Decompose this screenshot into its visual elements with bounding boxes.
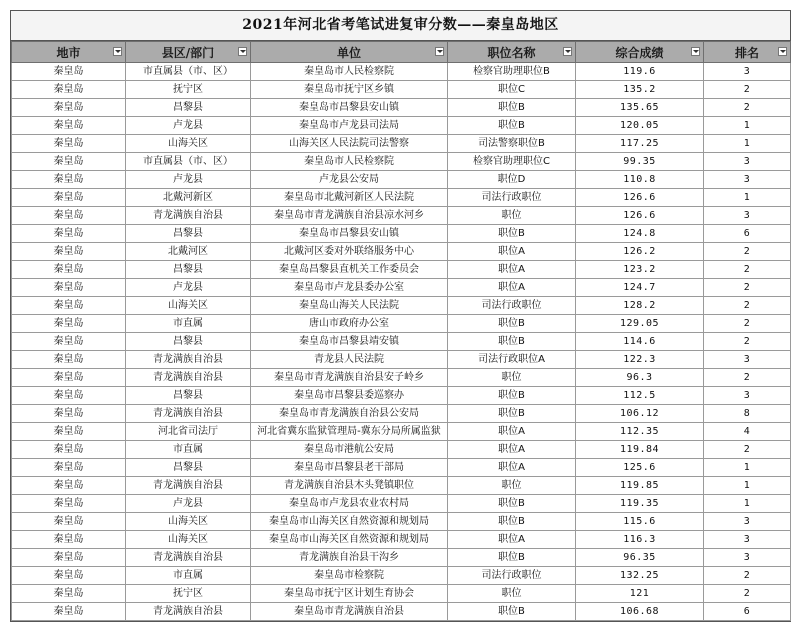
cell-district[interactable]: 市直属县（市、区） — [126, 63, 251, 81]
cell-score[interactable]: 106.68 — [576, 603, 704, 621]
cell-district[interactable]: 青龙满族自治县 — [126, 207, 251, 225]
cell-position[interactable]: 职位A — [448, 531, 576, 549]
cell-unit[interactable]: 秦皇岛市抚宁区乡镇 — [251, 81, 448, 99]
table-row — [12, 585, 791, 603]
cell-score[interactable]: 116.3 — [576, 531, 704, 549]
sheet-title: 2021年河北省考笔试进复审分数——秦皇岛地区 — [11, 11, 790, 41]
cell-district[interactable]: 山海关区 — [126, 135, 251, 153]
cell-rank[interactable]: 2 — [704, 261, 791, 279]
cell-unit[interactable]: 秦皇岛市北戴河新区人民法院 — [251, 189, 448, 207]
cell-city[interactable]: 秦皇岛 — [12, 549, 126, 567]
cell-position[interactable]: 职位C — [448, 81, 576, 99]
cell-district[interactable]: 青龙满族自治县 — [126, 549, 251, 567]
cell-position[interactable]: 职位A — [448, 459, 576, 477]
table-row — [12, 387, 791, 405]
cell-unit[interactable]: 秦皇岛市山海关区自然资源和规划局 — [251, 513, 448, 531]
spreadsheet — [10, 10, 791, 622]
cell-city[interactable]: 秦皇岛 — [12, 477, 126, 495]
cell-district[interactable]: 卢龙县 — [126, 279, 251, 297]
cell-unit[interactable]: 秦皇岛市港航公安局 — [251, 441, 448, 459]
table-row — [12, 423, 791, 441]
cell-rank[interactable]: 2 — [704, 279, 791, 297]
cell-unit[interactable]: 秦皇岛市昌黎县老干部局 — [251, 459, 448, 477]
cell-score[interactable]: 126.6 — [576, 207, 704, 225]
cell-unit[interactable]: 青龙满族自治县干沟乡 — [251, 549, 448, 567]
table-row — [12, 513, 791, 531]
cell-score[interactable]: 112.35 — [576, 423, 704, 441]
cell-unit[interactable]: 秦皇岛市青龙满族自治县凉水河乡 — [251, 207, 448, 225]
cell-city[interactable]: 秦皇岛 — [12, 135, 126, 153]
cell-position[interactable]: 职位B — [448, 405, 576, 423]
cell-score[interactable]: 124.8 — [576, 225, 704, 243]
cell-unit[interactable]: 秦皇岛市青龙满族自治县 — [251, 603, 448, 621]
cell-city[interactable]: 秦皇岛 — [12, 117, 126, 135]
cell-district[interactable]: 抚宁区 — [126, 585, 251, 603]
cell-position[interactable]: 司法行政职位 — [448, 567, 576, 585]
cell-district[interactable]: 昌黎县 — [126, 459, 251, 477]
cell-rank[interactable]: 2 — [704, 369, 791, 387]
cell-city[interactable]: 秦皇岛 — [12, 171, 126, 189]
cell-district[interactable]: 卢龙县 — [126, 171, 251, 189]
cell-unit[interactable]: 唐山市政府办公室 — [251, 315, 448, 333]
cell-city[interactable]: 秦皇岛 — [12, 369, 126, 387]
cell-city[interactable]: 秦皇岛 — [12, 459, 126, 477]
table-row — [12, 135, 791, 153]
cell-score[interactable]: 129.05 — [576, 315, 704, 333]
cell-rank[interactable]: 6 — [704, 225, 791, 243]
cell-rank[interactable]: 3 — [704, 549, 791, 567]
cell-unit[interactable]: 秦皇岛市卢龙县农业农村局 — [251, 495, 448, 513]
cell-unit[interactable]: 北戴河区委对外联络服务中心 — [251, 243, 448, 261]
cell-rank[interactable]: 2 — [704, 81, 791, 99]
cell-district[interactable]: 河北省司法厅 — [126, 423, 251, 441]
cell-district[interactable]: 青龙满族自治县 — [126, 603, 251, 621]
table-row — [12, 567, 791, 585]
cell-score[interactable]: 119.84 — [576, 441, 704, 459]
column-header-score[interactable]: 综合成绩 — [576, 42, 704, 63]
score-table — [11, 41, 791, 621]
cell-city[interactable]: 秦皇岛 — [12, 315, 126, 333]
cell-rank[interactable]: 1 — [704, 459, 791, 477]
cell-city[interactable]: 秦皇岛 — [12, 189, 126, 207]
cell-score[interactable]: 96.35 — [576, 549, 704, 567]
cell-score[interactable]: 135.2 — [576, 81, 704, 99]
cell-district[interactable]: 抚宁区 — [126, 81, 251, 99]
cell-position[interactable]: 职位B — [448, 387, 576, 405]
filter-dropdown-icon[interactable] — [691, 47, 700, 56]
cell-district[interactable]: 昌黎县 — [126, 333, 251, 351]
cell-score[interactable]: 124.7 — [576, 279, 704, 297]
cell-score[interactable]: 126.6 — [576, 189, 704, 207]
cell-unit[interactable]: 秦皇岛市山海关区自然资源和规划局 — [251, 531, 448, 549]
cell-unit[interactable]: 青龙县人民法院 — [251, 351, 448, 369]
filter-dropdown-icon[interactable] — [563, 47, 572, 56]
column-header-district[interactable]: 县区/部门 — [126, 42, 251, 63]
cell-rank[interactable]: 1 — [704, 135, 791, 153]
cell-city[interactable]: 秦皇岛 — [12, 99, 126, 117]
cell-district[interactable]: 市直属 — [126, 441, 251, 459]
cell-district[interactable]: 市直属县（市、区） — [126, 153, 251, 171]
cell-position[interactable]: 职位 — [448, 369, 576, 387]
table-row — [12, 351, 791, 369]
table-row — [12, 171, 791, 189]
cell-city[interactable]: 秦皇岛 — [12, 333, 126, 351]
cell-score[interactable]: 119.35 — [576, 495, 704, 513]
cell-district[interactable]: 昌黎县 — [126, 225, 251, 243]
table-row — [12, 297, 791, 315]
column-header-unit[interactable]: 单位 — [251, 42, 448, 63]
cell-unit[interactable]: 秦皇岛市昌黎县靖安镇 — [251, 333, 448, 351]
table-row — [12, 63, 791, 81]
cell-city[interactable]: 秦皇岛 — [12, 81, 126, 99]
table-row — [12, 243, 791, 261]
cell-district[interactable]: 市直属 — [126, 567, 251, 585]
cell-position[interactable]: 职位B — [448, 225, 576, 243]
cell-unit[interactable]: 河北省冀东监狱管理局-冀东分局所属监狱 — [251, 423, 448, 441]
cell-unit[interactable]: 秦皇岛市昌黎县安山镇 — [251, 99, 448, 117]
table-row — [12, 459, 791, 477]
cell-unit[interactable]: 秦皇岛市昌黎县安山镇 — [251, 225, 448, 243]
cell-unit[interactable]: 秦皇岛市检察院 — [251, 567, 448, 585]
cell-position[interactable]: 司法行政职位 — [448, 189, 576, 207]
table-row — [12, 405, 791, 423]
cell-city[interactable]: 秦皇岛 — [12, 153, 126, 171]
cell-position[interactable]: 职位B — [448, 117, 576, 135]
cell-city[interactable]: 秦皇岛 — [12, 351, 126, 369]
cell-rank[interactable]: 2 — [704, 297, 791, 315]
cell-position[interactable]: 职位B — [448, 549, 576, 567]
table-row — [12, 279, 791, 297]
cell-district[interactable]: 市直属 — [126, 315, 251, 333]
cell-score[interactable]: 120.05 — [576, 117, 704, 135]
cell-city[interactable]: 秦皇岛 — [12, 405, 126, 423]
cell-rank[interactable]: 3 — [704, 387, 791, 405]
cell-position[interactable]: 职位B — [448, 495, 576, 513]
cell-score[interactable]: 121 — [576, 585, 704, 603]
cell-unit[interactable]: 秦皇岛市卢龙县委办公室 — [251, 279, 448, 297]
table-row — [12, 261, 791, 279]
cell-unit[interactable]: 秦皇岛市人民检察院 — [251, 153, 448, 171]
cell-rank[interactable]: 3 — [704, 63, 791, 81]
cell-unit[interactable]: 秦皇岛市人民检察院 — [251, 63, 448, 81]
cell-city[interactable]: 秦皇岛 — [12, 297, 126, 315]
cell-unit[interactable]: 卢龙县公安局 — [251, 171, 448, 189]
column-header-position[interactable]: 职位名称 — [448, 42, 576, 63]
cell-score[interactable]: 122.3 — [576, 351, 704, 369]
cell-position[interactable]: 职位B — [448, 513, 576, 531]
cell-city[interactable]: 秦皇岛 — [12, 567, 126, 585]
cell-position[interactable]: 职位A — [448, 441, 576, 459]
cell-position[interactable]: 职位B — [448, 99, 576, 117]
cell-city[interactable]: 秦皇岛 — [12, 423, 126, 441]
cell-unit[interactable]: 青龙满族自治县木头凳镇职位 — [251, 477, 448, 495]
cell-position[interactable]: 司法行政职位A — [448, 351, 576, 369]
cell-unit[interactable]: 秦皇岛市青龙满族自治县安子岭乡 — [251, 369, 448, 387]
cell-position[interactable]: 司法警察职位B — [448, 135, 576, 153]
cell-score[interactable]: 99.35 — [576, 153, 704, 171]
cell-city[interactable]: 秦皇岛 — [12, 243, 126, 261]
cell-district[interactable]: 青龙满族自治县 — [126, 351, 251, 369]
filter-dropdown-icon[interactable] — [435, 47, 444, 56]
cell-score[interactable]: 114.6 — [576, 333, 704, 351]
table-row — [12, 189, 791, 207]
cell-rank[interactable]: 4 — [704, 423, 791, 441]
cell-unit[interactable]: 秦皇岛昌黎县直机关工作委员会 — [251, 261, 448, 279]
cell-rank[interactable]: 2 — [704, 315, 791, 333]
table-row — [12, 99, 791, 117]
table-row — [12, 153, 791, 171]
cell-city[interactable]: 秦皇岛 — [12, 441, 126, 459]
cell-rank[interactable]: 3 — [704, 207, 791, 225]
cell-position[interactable]: 司法行政职位 — [448, 297, 576, 315]
filter-dropdown-icon[interactable] — [113, 47, 122, 56]
cell-score[interactable]: 117.25 — [576, 135, 704, 153]
cell-rank[interactable]: 2 — [704, 243, 791, 261]
cell-city[interactable]: 秦皇岛 — [12, 495, 126, 513]
cell-city[interactable]: 秦皇岛 — [12, 207, 126, 225]
cell-rank[interactable]: 2 — [704, 333, 791, 351]
cell-city[interactable]: 秦皇岛 — [12, 63, 126, 81]
cell-score[interactable]: 96.3 — [576, 369, 704, 387]
cell-rank[interactable]: 1 — [704, 495, 791, 513]
cell-score[interactable]: 126.2 — [576, 243, 704, 261]
cell-score[interactable]: 119.6 — [576, 63, 704, 81]
table-row — [12, 549, 791, 567]
table-row — [12, 315, 791, 333]
cell-city[interactable]: 秦皇岛 — [12, 585, 126, 603]
cell-city[interactable]: 秦皇岛 — [12, 513, 126, 531]
cell-position[interactable]: 职位 — [448, 585, 576, 603]
cell-rank[interactable]: 3 — [704, 531, 791, 549]
cell-unit[interactable]: 秦皇岛山海关人民法院 — [251, 297, 448, 315]
cell-rank[interactable]: 3 — [704, 171, 791, 189]
cell-unit[interactable]: 秦皇岛市青龙满族自治县公安局 — [251, 405, 448, 423]
cell-score[interactable]: 119.85 — [576, 477, 704, 495]
cell-city[interactable]: 秦皇岛 — [12, 531, 126, 549]
cell-position[interactable]: 职位 — [448, 477, 576, 495]
cell-unit[interactable]: 秦皇岛市昌黎县委巡察办 — [251, 387, 448, 405]
cell-district[interactable]: 山海关区 — [126, 297, 251, 315]
cell-district[interactable]: 昌黎县 — [126, 99, 251, 117]
table-row — [12, 603, 791, 621]
cell-score[interactable]: 106.12 — [576, 405, 704, 423]
cell-rank[interactable]: 1 — [704, 117, 791, 135]
cell-district[interactable]: 卢龙县 — [126, 117, 251, 135]
cell-rank[interactable]: 2 — [704, 567, 791, 585]
cell-position[interactable]: 检察官助理职位C — [448, 153, 576, 171]
table-row — [12, 369, 791, 387]
filter-dropdown-icon[interactable] — [778, 47, 787, 56]
table-row — [12, 477, 791, 495]
cell-rank[interactable]: 2 — [704, 585, 791, 603]
cell-district[interactable]: 北戴河新区 — [126, 189, 251, 207]
cell-score[interactable]: 112.5 — [576, 387, 704, 405]
cell-position[interactable]: 职位B — [448, 333, 576, 351]
cell-position[interactable]: 职位 — [448, 207, 576, 225]
cell-position[interactable]: 职位A — [448, 243, 576, 261]
cell-district[interactable]: 山海关区 — [126, 531, 251, 549]
header-row — [12, 42, 791, 63]
cell-score[interactable]: 132.25 — [576, 567, 704, 585]
table-row — [12, 117, 791, 135]
cell-position[interactable]: 职位A — [448, 261, 576, 279]
table-row — [12, 531, 791, 549]
cell-position[interactable]: 职位B — [448, 315, 576, 333]
cell-rank[interactable]: 2 — [704, 441, 791, 459]
cell-district[interactable]: 卢龙县 — [126, 495, 251, 513]
cell-district[interactable]: 昌黎县 — [126, 261, 251, 279]
cell-score[interactable]: 123.2 — [576, 261, 704, 279]
cell-score[interactable]: 128.2 — [576, 297, 704, 315]
cell-score[interactable]: 110.8 — [576, 171, 704, 189]
cell-unit[interactable]: 秦皇岛市卢龙县司法局 — [251, 117, 448, 135]
filter-dropdown-icon[interactable] — [238, 47, 247, 56]
cell-position[interactable]: 职位B — [448, 603, 576, 621]
cell-district[interactable]: 青龙满族自治县 — [126, 405, 251, 423]
cell-city[interactable]: 秦皇岛 — [12, 387, 126, 405]
cell-position[interactable]: 职位D — [448, 171, 576, 189]
cell-district[interactable]: 昌黎县 — [126, 387, 251, 405]
cell-district[interactable]: 北戴河区 — [126, 243, 251, 261]
cell-district[interactable]: 山海关区 — [126, 513, 251, 531]
cell-rank[interactable]: 2 — [704, 99, 791, 117]
cell-district[interactable]: 青龙满族自治县 — [126, 477, 251, 495]
cell-score[interactable]: 115.6 — [576, 513, 704, 531]
cell-city[interactable]: 秦皇岛 — [12, 603, 126, 621]
cell-rank[interactable]: 3 — [704, 153, 791, 171]
cell-city[interactable]: 秦皇岛 — [12, 225, 126, 243]
cell-district[interactable]: 青龙满族自治县 — [126, 369, 251, 387]
cell-score[interactable]: 135.65 — [576, 99, 704, 117]
cell-city[interactable]: 秦皇岛 — [12, 261, 126, 279]
cell-rank[interactable]: 3 — [704, 351, 791, 369]
column-header-rank[interactable]: 排名 — [704, 42, 791, 63]
column-header-city[interactable]: 地市 — [12, 42, 126, 63]
table-body — [12, 63, 791, 621]
cell-rank[interactable]: 8 — [704, 405, 791, 423]
cell-unit[interactable]: 秦皇岛市抚宁区计划生育协会 — [251, 585, 448, 603]
cell-rank[interactable]: 3 — [704, 513, 791, 531]
table-row — [12, 81, 791, 99]
cell-rank[interactable]: 1 — [704, 189, 791, 207]
cell-city[interactable]: 秦皇岛 — [12, 279, 126, 297]
cell-position[interactable]: 检察官助理职位B — [448, 63, 576, 81]
table-row — [12, 225, 791, 243]
table-row — [12, 333, 791, 351]
cell-position[interactable]: 职位A — [448, 279, 576, 297]
cell-unit[interactable]: 山海关区人民法院司法警察 — [251, 135, 448, 153]
table-row — [12, 207, 791, 225]
cell-rank[interactable]: 6 — [704, 603, 791, 621]
cell-score[interactable]: 125.6 — [576, 459, 704, 477]
cell-position[interactable]: 职位A — [448, 423, 576, 441]
table-row — [12, 495, 791, 513]
cell-rank[interactable]: 1 — [704, 477, 791, 495]
table-row — [12, 441, 791, 459]
